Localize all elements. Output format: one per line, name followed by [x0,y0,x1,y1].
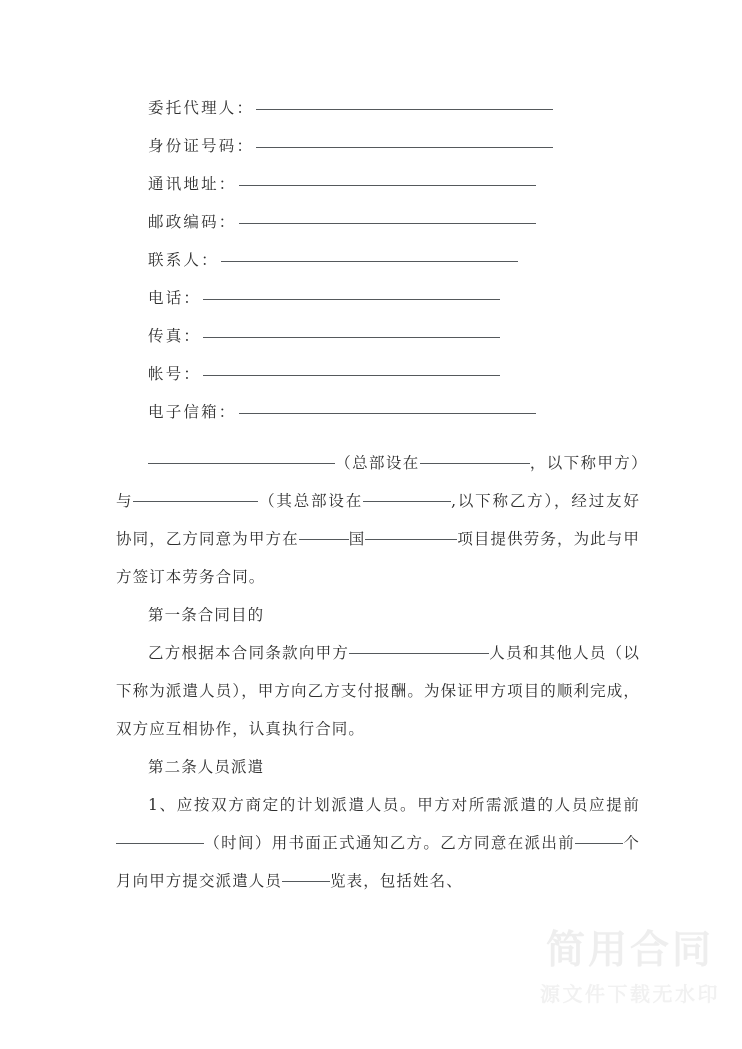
form-field-row [148,96,608,134]
form-field-label: 联系人： [148,251,219,269]
form-field-label: 身份证号码： [148,137,255,155]
form-field-row [148,134,608,172]
paragraph-text: （总部设在 [335,454,420,472]
contact-form-fields [148,96,608,438]
form-field-label: 通讯地址： [148,175,237,193]
form-field-row [148,286,608,324]
watermark-sub-text: 源文件下载无水印 [540,982,720,1006]
form-field-label: 传真： [148,327,202,345]
paragraph-text: ,以下称乙方），经过友好协同，乙方同意为甲方在 [116,492,640,548]
paragraph-text: 览表，包括姓名、 [330,872,463,890]
form-field-blank[interactable] [256,147,553,148]
paragraph-text: （时间）用书面正式通知乙方。乙方同意在派出前 [204,834,576,852]
inline-blank[interactable] [133,501,258,502]
form-field-label: 邮政编码： [148,213,237,231]
watermark-main-text: 简用合同 [545,928,714,974]
paragraph-text: 国 [348,530,366,548]
paragraph-text: 乙方根据本合同条款向甲方 [148,644,350,662]
inline-blank[interactable] [365,539,457,540]
form-field-label: 委托代理人： [148,99,255,117]
paragraph-text: ，以下称甲方）与 [116,454,640,510]
form-field-row [148,400,608,438]
form-field-row [148,210,608,248]
inline-blank[interactable] [420,463,530,464]
form-field-row [148,362,608,400]
form-field-blank[interactable] [203,375,500,376]
inline-blank[interactable] [116,843,204,844]
inline-blank[interactable] [349,653,489,654]
paragraph-text: 第二条人员派遣 [148,758,265,776]
paragraph-clause-1-heading [116,596,640,634]
form-field-row [148,324,608,362]
form-field-row [148,248,608,286]
paragraph-text: 个月向甲方提交派遣人员 [116,834,640,890]
form-field-blank[interactable] [239,223,536,224]
paragraph-text: （其总部设在 [258,492,364,510]
inline-blank[interactable] [575,843,623,844]
form-field-blank[interactable] [203,299,500,300]
paragraph-clause-2-heading [116,748,640,786]
inline-blank[interactable] [282,881,330,882]
paragraph-text: 人员和其他人员（以下称为派遣人员），甲方向乙方支付报酬。为保证甲方项目的顺利完成，双方应互相协作，认真执行合同。 [116,644,640,738]
form-field-blank[interactable] [239,413,536,414]
paragraph-clause-2-item-1 [116,786,640,900]
form-field-row [148,172,608,210]
watermark [540,928,720,1007]
form-field-blank[interactable] [221,261,518,262]
inline-blank[interactable] [148,463,335,464]
inline-blank[interactable] [299,539,349,540]
paragraph-text: 1、应按双方商定的计划派遣人员。甲方对所需派遣的人员应提前 [148,796,640,814]
paragraph-text: 第一条合同目的 [148,606,265,624]
paragraph-text: 项目提供劳务，为此与甲方签订本劳务合同。 [116,530,640,586]
paragraph-clause-1-body [116,634,640,748]
form-field-label: 电话： [148,289,202,307]
form-field-blank[interactable] [239,185,536,186]
inline-blank[interactable] [363,501,451,502]
form-field-label: 电子信箱： [148,403,237,421]
form-field-label: 帐号： [148,365,202,383]
form-field-blank[interactable] [256,109,553,110]
contract-body [116,444,640,900]
paragraph-parties [116,444,640,596]
form-field-blank[interactable] [203,337,500,338]
